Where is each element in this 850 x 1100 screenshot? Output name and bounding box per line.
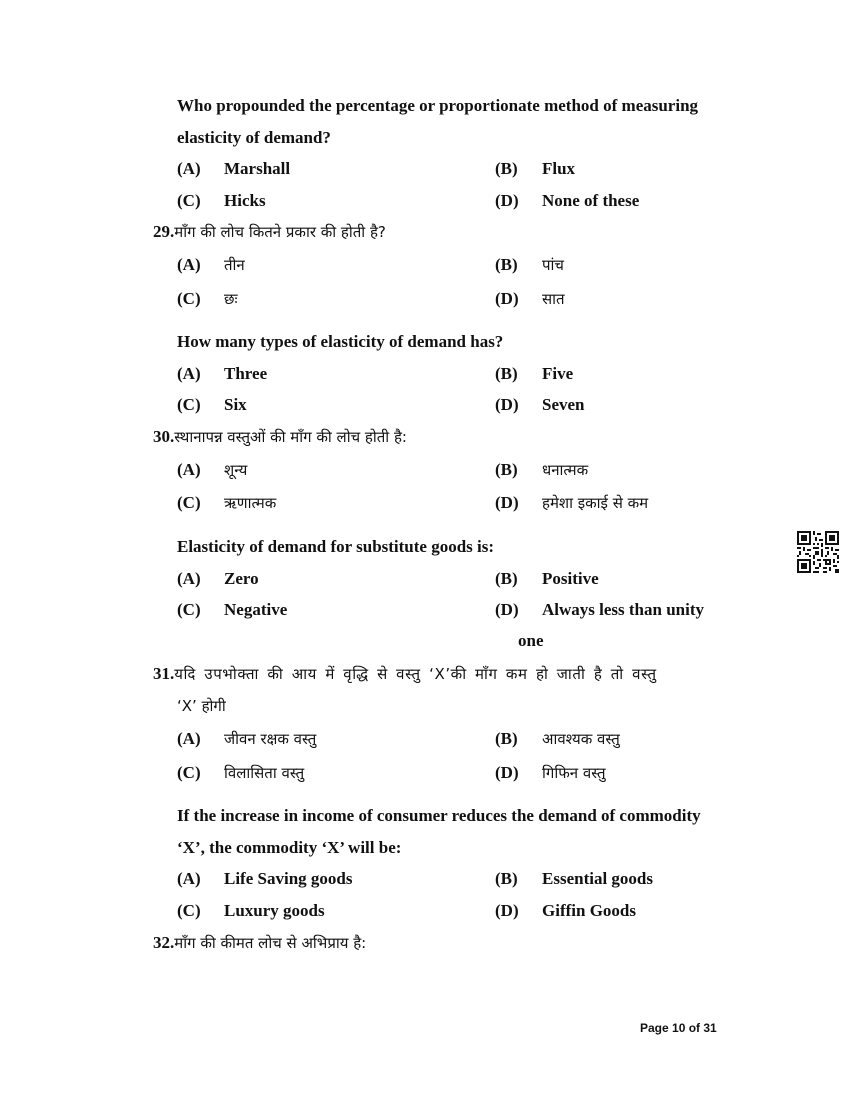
q28-en-opt-d-label: (D) xyxy=(495,191,519,210)
q30-hindi-question xyxy=(153,427,407,447)
q29-hindi-question xyxy=(153,222,386,242)
q28-en-opt-b-label: (B) xyxy=(495,159,518,178)
q30-en-opt-c-label: (C) xyxy=(177,600,201,619)
q29-hi-opt-a-text: तीन xyxy=(224,256,245,274)
q30-hi-opt-b-label: (B) xyxy=(495,460,518,479)
q29-en-opt-b-label: (B) xyxy=(495,364,518,383)
q29-hi-opt-a-label: (A) xyxy=(177,255,201,274)
q28-en-opt-d-text: None of these xyxy=(542,191,640,210)
q31-hi-opt-a-text: जीवन रक्षक वस्तु xyxy=(224,730,317,748)
q30-en-opt-c-text: Negative xyxy=(224,600,288,619)
q29-en-text: How many types of elasticity of demand has? xyxy=(177,332,504,351)
q30-en-opt-b-text: Positive xyxy=(542,569,599,588)
q29-number: 29. xyxy=(153,222,175,241)
q28-en-opt-b-text: Flux xyxy=(542,159,576,178)
q30-en-opt-d-label: (D) xyxy=(495,600,519,619)
q31-en-opt-c-text: Luxury goods xyxy=(224,901,325,920)
q30-hi-opt-c-text: ऋणात्मक xyxy=(224,494,277,512)
q31-hindi-question xyxy=(153,664,657,684)
q31-en-opt-a-label: (A) xyxy=(177,869,201,888)
q31-hi-opt-d-text: गिफिन वस्तु xyxy=(542,764,606,782)
q29-en-opt-d-label: (D) xyxy=(495,395,519,414)
q30-en-opt-d-continuation: one xyxy=(518,631,544,650)
q29-hi-opt-c-text: छः xyxy=(224,290,238,308)
q30-en-opt-d-text: Always less than unity xyxy=(542,600,705,619)
q30-en-opt-b-label: (B) xyxy=(495,569,518,588)
q28-en-text-line2: elasticity of demand? xyxy=(177,128,331,147)
q31-en-opt-d-label: (D) xyxy=(495,901,519,920)
q29-hi-opt-b-label: (B) xyxy=(495,255,518,274)
q28-en-opt-a-label: (A) xyxy=(177,159,201,178)
q31-en-opt-c-label: (C) xyxy=(177,901,201,920)
q28-en-opt-c-text: Hicks xyxy=(224,191,266,210)
q31-hi-opt-a-label: (A) xyxy=(177,729,201,748)
q30-number: 30. xyxy=(153,427,175,446)
q31-hi-opt-c-label: (C) xyxy=(177,763,201,782)
qr-code-icon xyxy=(797,531,839,573)
q28-en-opt-a-text: Marshall xyxy=(224,159,291,178)
q29-en-opt-c-label: (C) xyxy=(177,395,201,414)
q29-hi-opt-b-text: पांच xyxy=(542,256,564,274)
q31-en-opt-d-text: Giffin Goods xyxy=(542,901,636,920)
q30-hi-opt-a-text: शून्य xyxy=(224,461,248,479)
q31-hi-opt-b-label: (B) xyxy=(495,729,518,748)
page-number: Page 10 of 31 xyxy=(640,1021,717,1035)
q29-hi-opt-d-text: सात xyxy=(542,290,565,308)
q29-en-opt-a-text: Three xyxy=(224,364,268,383)
q29-en-opt-c-text: Six xyxy=(224,395,247,414)
q30-hi-opt-c-label: (C) xyxy=(177,493,201,512)
q31-hi-text-line1: यदि उपभोक्ता की आय में वृद्धि से वस्तु ‘X’की माँग कम हो जाती है तो वस्तु xyxy=(174,665,657,683)
q29-en-opt-a-label: (A) xyxy=(177,364,201,383)
q29-hi-text: माँग की लोच कितने प्रकार की होती है? xyxy=(174,223,386,241)
q31-en-text-line2: ‘X’, the commodity ‘X’ will be: xyxy=(177,838,402,857)
q30-en-opt-a-text: Zero xyxy=(224,569,259,588)
q31-en-text-line1: If the increase in income of consumer reduces the demand of commodity xyxy=(177,806,701,825)
q31-en-opt-b-label: (B) xyxy=(495,869,518,888)
q32-hi-text: माँग की कीमत लोच से अभिप्राय है: xyxy=(174,934,367,952)
q29-en-opt-d-text: Seven xyxy=(542,395,585,414)
q31-hi-text-line2: ‘X’ होगी xyxy=(177,697,226,715)
q31-en-opt-b-text: Essential goods xyxy=(542,869,653,888)
q30-hi-opt-b-text: धनात्मक xyxy=(542,461,589,479)
q32-number: 32. xyxy=(153,933,175,952)
q31-en-opt-a-text: Life Saving goods xyxy=(224,869,353,888)
q28-en-opt-c-label: (C) xyxy=(177,191,201,210)
q29-hi-opt-c-label: (C) xyxy=(177,289,201,308)
q30-en-opt-a-label: (A) xyxy=(177,569,201,588)
q32-hindi-question xyxy=(153,933,366,953)
q28-en-text-line1: Who propounded the percentage or proportionate method of measuring xyxy=(177,96,699,115)
q31-number: 31. xyxy=(153,664,175,683)
q30-en-text: Elasticity of demand for substitute goods is: xyxy=(177,537,495,556)
q30-hi-text: स्थानापन्न वस्तुओं की माँग की लोच होती है: xyxy=(174,428,407,446)
q31-hi-opt-c-text: विलासिता वस्तु xyxy=(224,764,305,782)
q31-hi-opt-b-text: आवश्यक वस्तु xyxy=(542,730,620,748)
q31-hi-opt-d-label: (D) xyxy=(495,763,519,782)
q30-hi-opt-d-text: हमेशा इकाई से कम xyxy=(542,494,649,512)
q30-hi-opt-a-label: (A) xyxy=(177,460,201,479)
q29-en-opt-b-text: Five xyxy=(542,364,574,383)
q30-hi-opt-d-label: (D) xyxy=(495,493,519,512)
q29-hi-opt-d-label: (D) xyxy=(495,289,519,308)
